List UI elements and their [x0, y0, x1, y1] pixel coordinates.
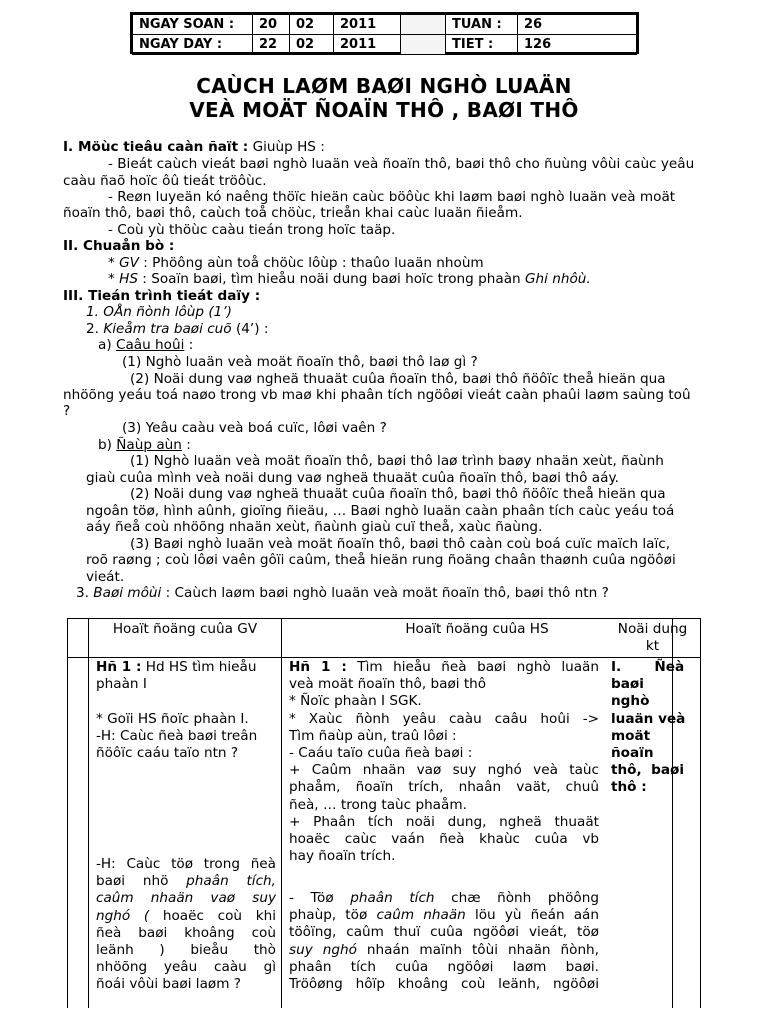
answers-label	[98, 437, 191, 454]
teach-year: 2011	[334, 35, 401, 55]
question-text: -H: Caùc ñeà baøi treân	[96, 727, 258, 744]
teacher-col-header: Hoaït ñoäng cuûa GV	[112, 621, 258, 637]
lesson-title-line2: VEÀ MOÄT ÑOAÏN THÔ , BAØI THÔ	[189, 98, 579, 122]
question-text: ñeà baøi khoâng coù	[96, 924, 276, 941]
student-text-italic: Ghi nhôù.	[524, 271, 591, 287]
teacher-label: * GV	[108, 255, 139, 271]
answer-3-cont: roõ raøng ; coù lôøi vaên gôïi caûm, theå hieän rung ñoäng chaân thaønh cuûa ngöôøi	[86, 552, 676, 568]
section-heading: III. Tieán trình tieát daïy :	[63, 288, 261, 304]
period-label: TIET :	[446, 35, 518, 55]
question-2-cont: nhöõng yeáu toá naøo trong vb maø khi phaân tích ngöôøi vieát caàn phaûi laøm saùng toû	[63, 387, 691, 403]
step-number: 3.	[76, 585, 94, 601]
activity-text: + Phaân tích noäi dung, ngheä thuaät	[289, 813, 599, 830]
content-text: nghò	[611, 693, 650, 710]
prep-teacher	[108, 255, 484, 272]
answer-2-cont: ngoân töø, hình aûnh, gioïng ñieäu, … Baøi nghò luaän caàn phaân tích caùc yeáu toá	[86, 503, 675, 519]
step-1: 1. OÅn ñònh lôùp (1’)	[86, 304, 232, 320]
question-text: hoaëc coù khi	[149, 907, 276, 924]
empty-cell	[401, 15, 446, 35]
question-2-cont: ?	[63, 403, 71, 419]
student-label: * HS	[108, 271, 138, 287]
period-value: 126	[518, 35, 637, 55]
step-2	[86, 321, 268, 338]
prep-student	[108, 271, 591, 288]
activity-text: + Caûm nhaän vaø suy nghó veà taùc	[289, 762, 599, 779]
activity-text: ñeà, … trong taùc phaåm.	[289, 796, 467, 813]
table-blank-col	[68, 619, 89, 1008]
answer-text: phaùp, töø	[289, 907, 377, 924]
teacher-text: : Phöông aùn toå chöùc lôùp : thaûo luaän nhoùm	[143, 255, 484, 271]
content-text: baøi	[611, 676, 644, 693]
objective-line: - Bieát caùch vieát baøi nghò luaän veà ñoaïn thô, baøi thô cho ñuùng vôùi caùc yeâu	[108, 156, 695, 172]
question-text-italic: caûm nhaän vaø suy	[96, 890, 276, 907]
question-text: leänh ) bieåu thò	[96, 942, 276, 959]
activity-text: phaàn I	[96, 676, 147, 693]
student-activity	[289, 659, 599, 865]
student-text: : Soaïn baøi, tìm hieåu noäi dung baøi hoïc trong phaàn	[142, 271, 525, 287]
answer-2-cont: aáy ñeå coù nhöõng nhaän xeùt, ñaùnh giaù cuï theå, xaùc ñaùng.	[86, 519, 543, 535]
question-text: baøi nhö	[96, 873, 187, 890]
content-text: moät	[611, 727, 651, 744]
content-text: luaän veà	[611, 710, 686, 727]
prep-year: 2011	[334, 15, 401, 35]
objective-line: - Coù yù thöùc caàu tieán trong hoïc taäp.	[108, 222, 396, 238]
question-3: (3) Yeâu caàu veà boá cuïc, lôøi vaên ?	[122, 420, 387, 436]
question-1: (1) Nghò luaän veà moät ñoaïn thô, baøi thô laø gì ?	[122, 354, 478, 370]
step-title: Kieåm tra baøi cuõ	[103, 321, 232, 337]
week-value: 26	[518, 15, 637, 35]
answer-text-italic: suy nghó	[289, 941, 357, 958]
teach-month: 02	[290, 35, 334, 55]
activity-text: veà moät ñoaïn thô, baøi thô	[289, 676, 487, 693]
activity-text: hoaëc caùc vaán ñeà khaùc cuûa vb	[289, 831, 599, 848]
answer-3-cont: vieát.	[86, 569, 125, 585]
label-prefix: b)	[98, 437, 117, 453]
questions-label	[98, 337, 193, 354]
answer-text: nhaán maïnh tôùi nhaän ñònh,	[356, 941, 599, 958]
label-prefix: a)	[98, 337, 116, 353]
teacher-question	[96, 856, 276, 994]
question-text: ñoái vôùi baøi laøm ?	[96, 976, 242, 993]
activity-text: Tìm hieåu ñeà baøi nghò luaän	[346, 659, 599, 675]
answer-text: Tröôøng hôïp khoâng coù leänh, ngöôøi	[289, 976, 599, 993]
label-colon: :	[181, 437, 191, 453]
section-heading: II. Chuaån bò :	[63, 238, 175, 254]
prep-month: 02	[290, 15, 334, 35]
question-text: nhöõng yeâu caàu gì	[96, 959, 276, 976]
question-2: (2) Noäi dung vaø ngheä thuaät cuûa ñoaïn thô, baøi thô ñöôïc theå hieän qua	[130, 371, 666, 387]
answer-3: (3) Baøi nghò luaän veà moät ñoaïn thô, baøi thô caàn coù boá cuïc maïch laïc,	[130, 536, 671, 552]
step-3	[76, 585, 609, 602]
question-text: -H: Caùc töø trong ñeà	[96, 856, 276, 872]
student-col-header: Hoaït ñoäng cuûa HS	[405, 621, 549, 637]
question-text-italic: nghó (	[96, 907, 150, 924]
empty-cell	[401, 35, 446, 55]
activity-text: phaåm, ñoaïn trích, nhaân vaät, chuû	[289, 779, 599, 796]
step-title: Baøi môùi	[93, 585, 162, 601]
content-text: thô, baøi	[611, 762, 685, 779]
content-col-header	[603, 621, 702, 655]
activities-table	[67, 618, 701, 1008]
header-line: Noäi dung	[617, 621, 688, 637]
activity-number: Hñ 1 :	[289, 659, 347, 675]
objectives-intro: Giuùp HS :	[252, 139, 325, 155]
activity-text: * Xaùc ñònh yeâu caàu caâu hoûi ->	[289, 710, 599, 727]
answer-text-italic: caûm nhaän	[376, 907, 466, 924]
prep-date-row	[133, 15, 637, 35]
student-answer	[289, 890, 599, 993]
teach-date-label: NGAY DAY :	[133, 35, 253, 55]
activity-text: * Ñoïc phaàn I SGK.	[289, 693, 422, 710]
activity-text: Tìm ñaùp aùn, traû lôøi :	[289, 727, 457, 744]
question-text: ñöôïc caáu taïo ntn ?	[96, 745, 239, 762]
content-text: ñoaïn	[611, 745, 654, 762]
activity-text: * Goïi HS ñoïc phaàn I.	[96, 710, 249, 727]
objective-line: - Reøn luyeän kó naêng thöïc hieän caùc böôùc khi laøm baøi nghò luaän veà moät	[108, 189, 676, 205]
content-heading	[611, 659, 697, 797]
answer-text: phaân tích cuûa ngöôøi laøm baøi.	[289, 958, 599, 975]
label-colon: :	[184, 337, 194, 353]
header-line: kt	[645, 638, 660, 654]
step-text: : Caùch laøm baøi nghò luaän veà moät ñoaïn thô, baøi thô ntn ?	[161, 585, 609, 601]
objective-line: ñoaïn thô, baøi thô, caùch toå chöùc, trieån khai caùc luaän ñieåm.	[63, 205, 523, 221]
section-objectives	[63, 139, 325, 156]
activity-text: hay ñoaïn trích.	[289, 848, 396, 865]
teach-day: 22	[253, 35, 290, 55]
prep-day: 20	[253, 15, 290, 35]
activity-text: Hd HS tìm hieåu	[141, 659, 257, 675]
answer-text: löu yù ñeán aán	[465, 907, 600, 924]
step-duration: (4’) :	[231, 321, 269, 337]
teacher-activity	[96, 659, 276, 762]
header-divider	[68, 657, 700, 658]
lesson-title-line1: CAÙCH LAØM BAØI NGHÒ LUAÄN	[196, 74, 572, 98]
answers-title: Ñaùp aùn	[116, 437, 182, 453]
step-number: 2.	[86, 321, 99, 337]
answer-text: töôïng, caûm thuï cuûa ngöôøi vieát, töø	[289, 924, 599, 941]
answer-2: (2) Noäi dung vaø ngheä thuaät cuûa ñoaïn thô, baøi thô ñöôïc theå hieän qua	[130, 486, 666, 502]
prep-date-label: NGAY SOAN :	[133, 15, 253, 35]
teach-date-row	[133, 35, 637, 55]
answer-text: chæ ñònh phöông	[434, 890, 599, 906]
question-text-italic: phaân tích,	[186, 873, 276, 890]
section-heading: I. Möùc tieâu caàn ñaït :	[63, 139, 249, 155]
objective-line: caàu ñaõ hoïc ôû tieát tröôùc.	[63, 173, 267, 189]
answer-text-italic: phaân tích	[350, 890, 435, 906]
answer-1: (1) Nghò luaän veà moät ñoaïn thô, baøi thô laø trình baøy nhaän xeùt, ñaùnh	[130, 453, 664, 469]
activity-text: - Caáu taïo cuûa ñeà baøi :	[289, 745, 473, 762]
answer-1-cont: giaù cuûa mình veà noäi dung vaø ngheä thuaät cuûa ñoaïn thô, baøi thô aáy.	[86, 470, 619, 486]
content-text: I. Ñeà	[611, 659, 685, 675]
answer-text: - Töø	[289, 890, 351, 906]
content-text: thô :	[611, 779, 647, 796]
lesson-info-table	[130, 12, 639, 54]
activity-number: Hñ 1 :	[96, 659, 142, 675]
week-label: TUAN :	[446, 15, 518, 35]
questions-title: Caâu hoûi	[115, 337, 185, 353]
